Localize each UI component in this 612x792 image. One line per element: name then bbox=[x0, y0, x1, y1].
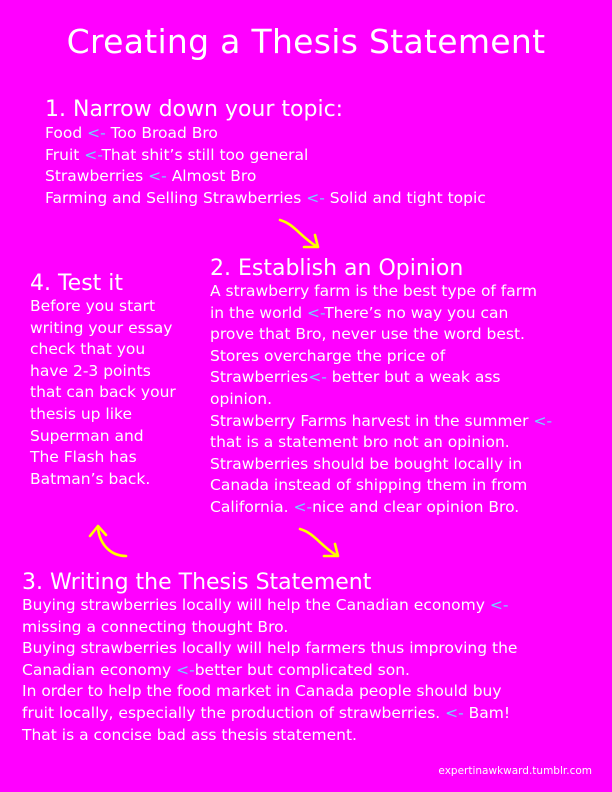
list-item bbox=[45, 188, 486, 210]
line-text: in the world bbox=[210, 303, 308, 322]
curved-arrow-down-icon bbox=[296, 523, 348, 563]
text-arrow: <- bbox=[307, 303, 325, 322]
line-text: prove that Bro, never use the word best. bbox=[210, 325, 525, 344]
text-line: Before you start bbox=[30, 297, 156, 315]
text-line bbox=[210, 454, 605, 476]
text-line: The Flash has bbox=[30, 448, 137, 467]
text-line bbox=[210, 389, 605, 411]
text-line bbox=[22, 660, 607, 682]
line-text: In order to help the food market in Canada people should buy bbox=[22, 682, 502, 701]
item-text: Strawberries bbox=[45, 167, 149, 186]
text-line: Batman’s back. bbox=[30, 469, 151, 488]
section-writing-thesis bbox=[22, 570, 607, 746]
line-text: Buying strawberries locally will help the Canadian economy bbox=[22, 596, 490, 614]
item-note: That shit’s still too general bbox=[101, 145, 309, 164]
line-text: Canada instead of shipping them in from bbox=[210, 476, 528, 495]
text-arrow: <- bbox=[87, 124, 106, 142]
text-line bbox=[22, 681, 607, 703]
line-text: missing a connecting thought Bro. bbox=[22, 617, 289, 636]
line-note: nice and clear opinion Bro. bbox=[312, 497, 520, 516]
section-heading: 3. Writing the Thesis Statement bbox=[22, 570, 372, 595]
list-item bbox=[45, 166, 486, 188]
list-item bbox=[45, 145, 486, 167]
item-note: Too Broad Bro bbox=[105, 124, 218, 142]
text-arrow: <- bbox=[308, 368, 327, 387]
text-arrow: <- bbox=[176, 660, 195, 679]
item-text: Fruit bbox=[45, 145, 85, 164]
text-line: that can back your bbox=[30, 383, 176, 402]
text-arrow: <- bbox=[445, 703, 464, 722]
list-item bbox=[45, 123, 486, 145]
section-narrow-topic bbox=[45, 97, 486, 209]
text-line bbox=[210, 281, 605, 303]
text-line bbox=[210, 367, 605, 389]
curved-arrow-down-icon bbox=[276, 214, 328, 254]
line-text: California. bbox=[210, 497, 294, 516]
section-body bbox=[45, 123, 486, 209]
text-line bbox=[210, 411, 605, 433]
text-line bbox=[22, 638, 607, 660]
line-text: A strawberry farm is the best type of farm bbox=[210, 282, 537, 300]
text-arrow: <- bbox=[306, 188, 325, 207]
text-line bbox=[210, 346, 605, 368]
text-line bbox=[210, 497, 605, 519]
text-line: thesis up like bbox=[30, 404, 132, 423]
text-line bbox=[22, 617, 607, 639]
section-heading: 1. Narrow down your topic: bbox=[45, 97, 344, 122]
text-line: have 2-3 points bbox=[30, 361, 151, 380]
page-title: Creating a Thesis Statement bbox=[66, 22, 546, 61]
section-body bbox=[30, 296, 205, 490]
item-text: Farming and Selling Strawberries bbox=[45, 188, 307, 207]
footer-credit: expertinawkward.tumblr.com bbox=[438, 765, 592, 777]
line-text: fruit locally, especially the production of strawberries. bbox=[22, 703, 446, 722]
section-body bbox=[210, 281, 605, 519]
line-text: that is a statement bro not an opinion. bbox=[210, 433, 510, 452]
text-arrow: <- bbox=[148, 167, 167, 186]
line-text: That is a concise bad ass thesis statement. bbox=[22, 725, 357, 744]
text-line bbox=[210, 432, 605, 454]
text-arrow: <- bbox=[293, 497, 313, 516]
text-line: writing your essay bbox=[30, 318, 173, 337]
line-note: better but a weak ass bbox=[326, 368, 501, 387]
section-test-it bbox=[30, 271, 205, 490]
text-line: check that you bbox=[30, 340, 146, 359]
text-arrow: <- bbox=[533, 411, 553, 430]
line-text: Canadian economy bbox=[22, 660, 177, 679]
text-line bbox=[22, 703, 607, 725]
section-establish-opinion bbox=[210, 256, 605, 519]
text-arrow: <- bbox=[84, 145, 102, 164]
line-text: Stores overcharge the price of bbox=[210, 346, 446, 365]
line-note: Bam! bbox=[463, 703, 511, 722]
line-text: Strawberry Farms harvest in the summer bbox=[210, 411, 534, 430]
item-text: Food bbox=[45, 124, 88, 142]
curved-arrow-up-icon bbox=[86, 520, 136, 564]
line-text: Strawberries bbox=[210, 368, 309, 387]
text-line: Superman and bbox=[30, 426, 144, 445]
text-line bbox=[210, 324, 605, 346]
line-text: Buying strawberries locally will help farmers thus improving the bbox=[22, 639, 518, 658]
text-arrow: <- bbox=[489, 596, 509, 614]
item-note: Solid and tight topic bbox=[324, 188, 486, 207]
item-note: Almost Bro bbox=[166, 167, 257, 186]
line-text: Strawberries should be bought locally in bbox=[210, 454, 523, 473]
text-line bbox=[210, 303, 605, 325]
line-note: There’s no way you can bbox=[324, 303, 509, 322]
section-body bbox=[22, 595, 607, 746]
text-line bbox=[22, 595, 607, 617]
section-heading: 2. Establish an Opinion bbox=[210, 256, 464, 281]
section-heading: 4. Test it bbox=[30, 271, 124, 296]
text-line bbox=[22, 725, 607, 747]
text-line bbox=[210, 475, 605, 497]
line-note: better but complicated son. bbox=[194, 660, 410, 679]
line-text: opinion. bbox=[210, 389, 272, 408]
